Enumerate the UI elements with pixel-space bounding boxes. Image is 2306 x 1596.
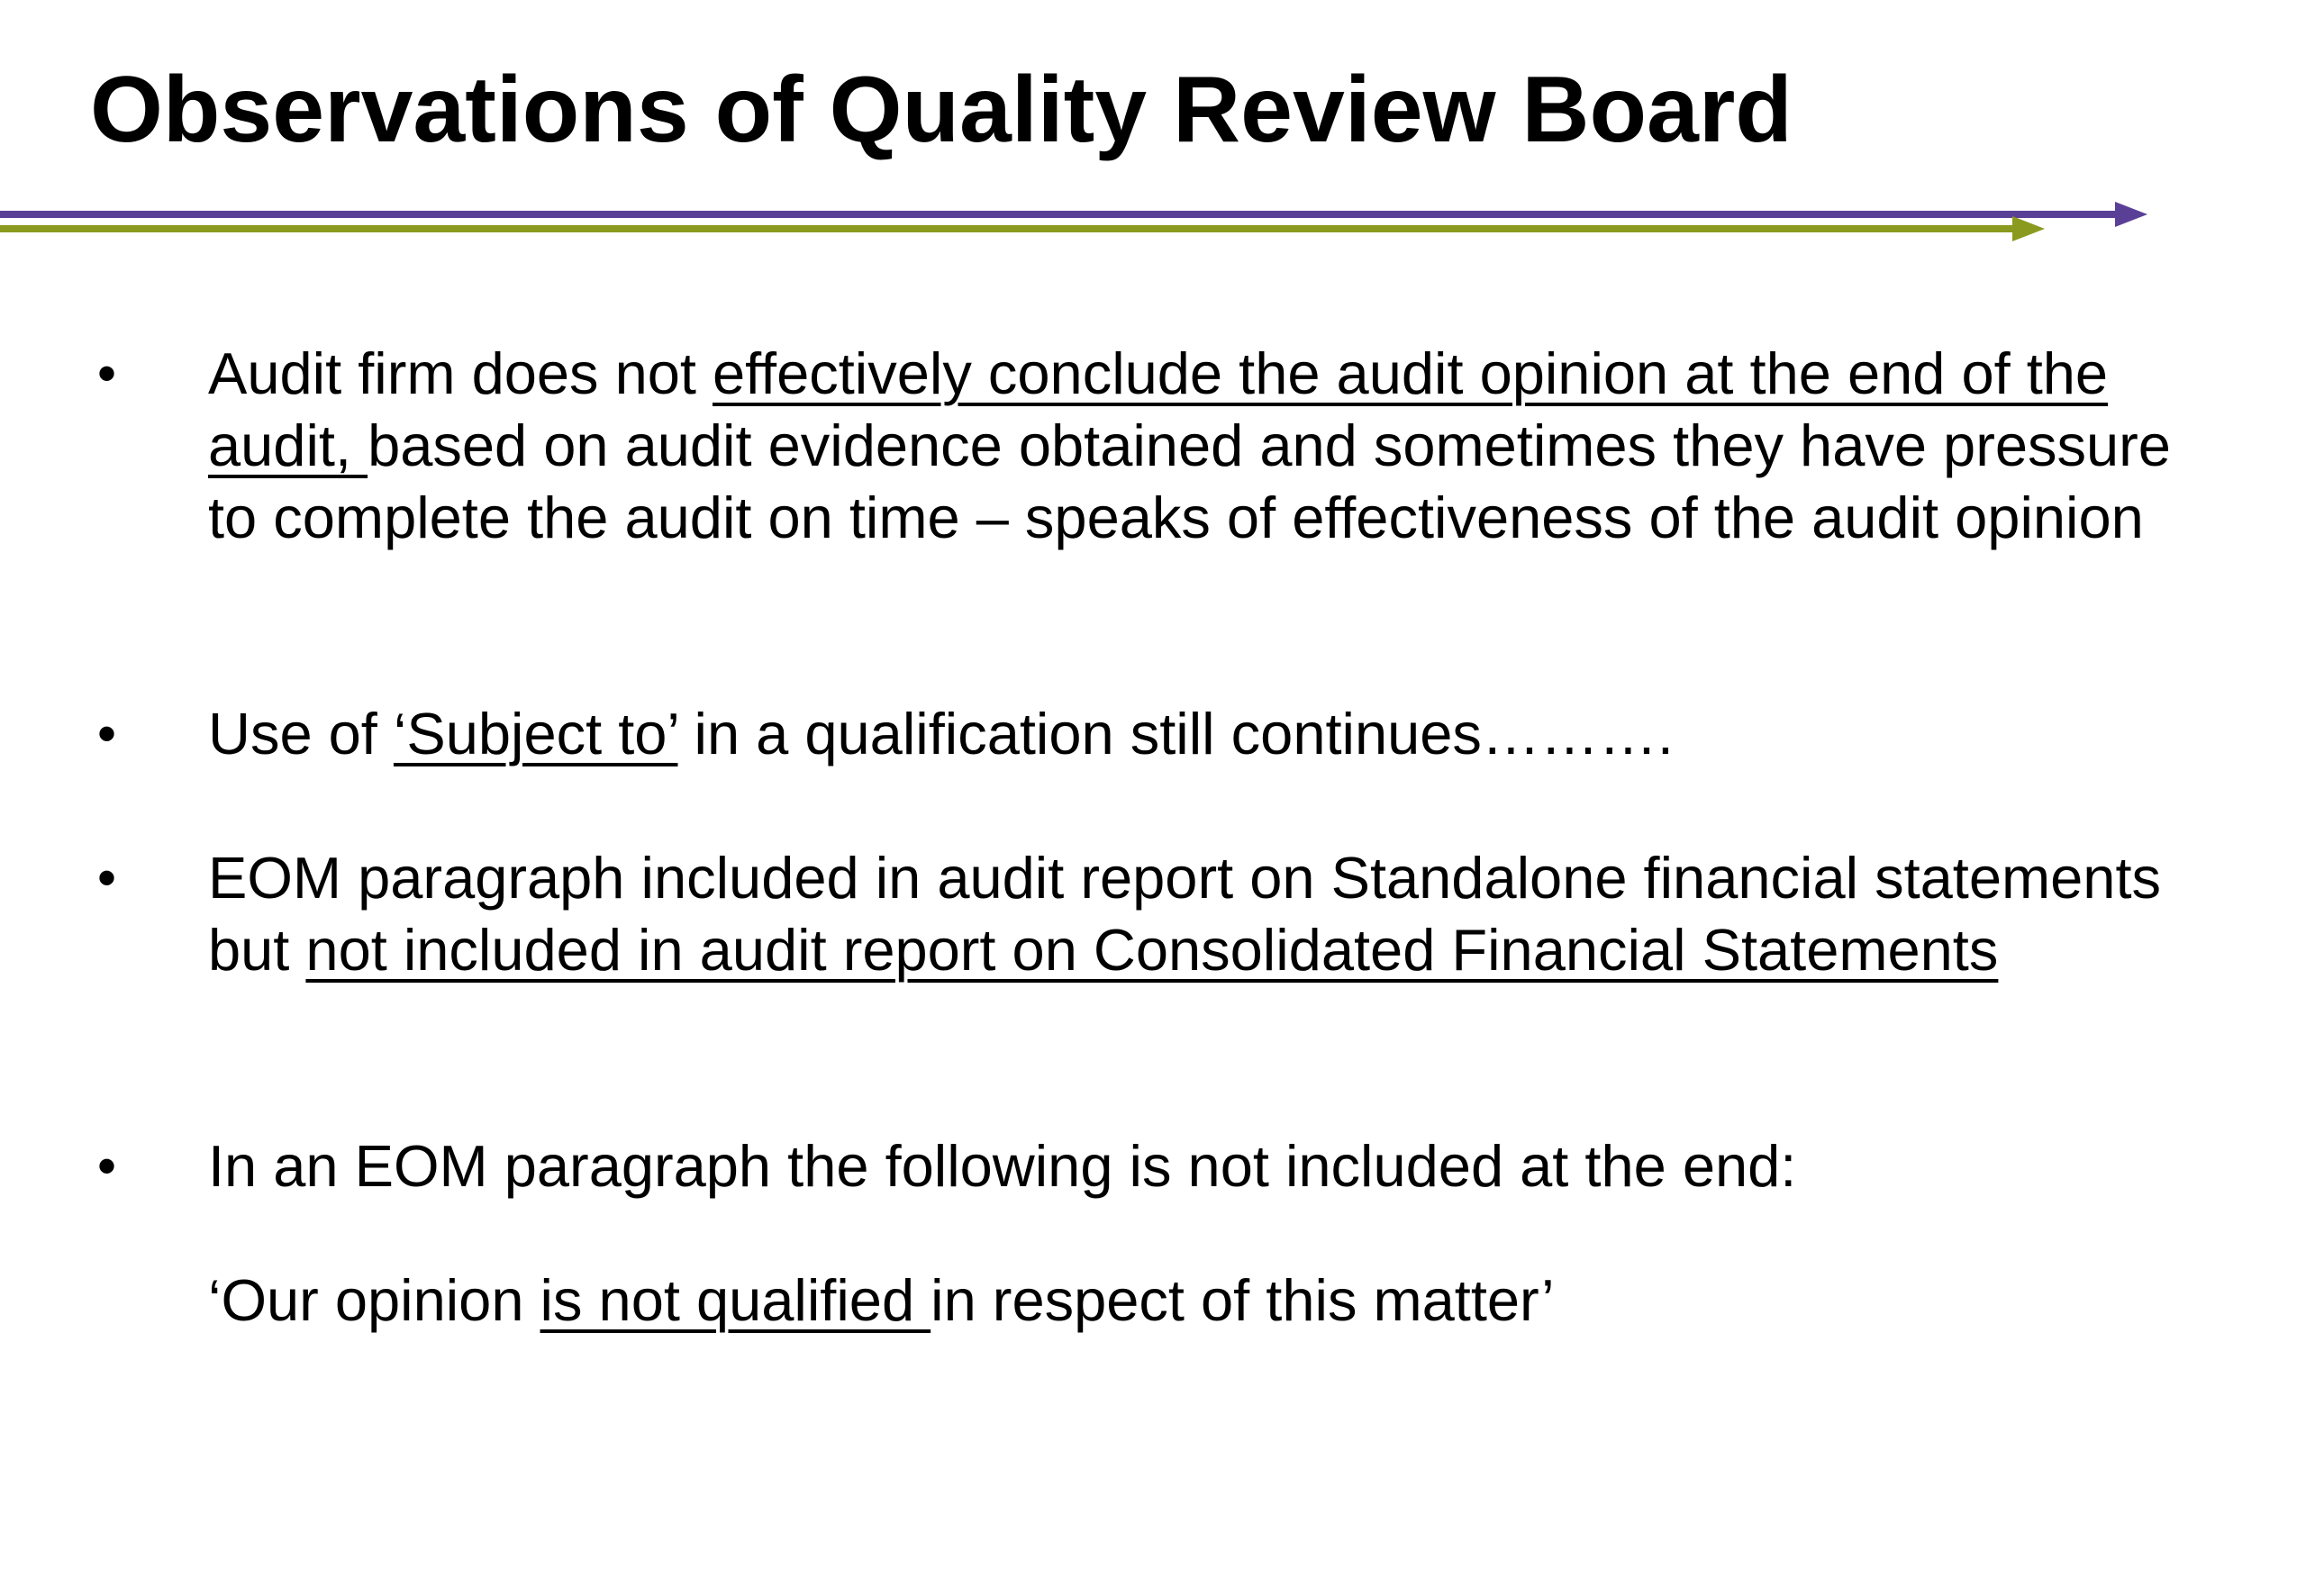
underlined-text-segment: ‘Subject to’ <box>393 701 678 766</box>
bullet-text <box>208 1130 2172 1202</box>
quoted-statement <box>208 1265 2172 1337</box>
page-title: Observations of Quality Review Board <box>90 58 1793 162</box>
bullet-text <box>208 698 2172 770</box>
underlined-text-segment: is not qualified <box>540 1267 931 1333</box>
text-segment: In an EOM paragraph the following is not included at the end: <box>208 1133 1797 1199</box>
olive-arrowhead-icon <box>2012 216 2045 241</box>
purple-arrowhead-icon <box>2115 202 2147 227</box>
underlined-text-segment: effectively conclude the audit opinion at the end of the audit, <box>208 340 2109 478</box>
text-segment: Audit firm does not <box>208 340 713 406</box>
bullet-text <box>208 338 2172 554</box>
text-segment: EOM paragraph included in audit report on Standalone financial statements but <box>208 845 2162 983</box>
bullet-icon: • <box>97 343 117 404</box>
bullet-icon: • <box>97 1136 117 1196</box>
text-segment: ‘Our opinion <box>208 1267 540 1333</box>
title-divider-arrows <box>0 200 2162 254</box>
underlined-text-segment: not included in audit report on Consolidated Financial Statements <box>305 917 1999 983</box>
text-segment: in a qualification still continues………. <box>677 701 1674 766</box>
text-segment: Use of <box>208 701 394 766</box>
bullet-icon: • <box>97 703 117 764</box>
text-segment: in respect of this matter’ <box>931 1267 1555 1333</box>
text-segment: based on audit evidence obtained and sometimes they have pressure to complete the audit on time – speaks of effectiveness of the audit opinion <box>208 413 2171 550</box>
bullet-text <box>208 842 2172 986</box>
bullet-icon: • <box>97 848 117 908</box>
